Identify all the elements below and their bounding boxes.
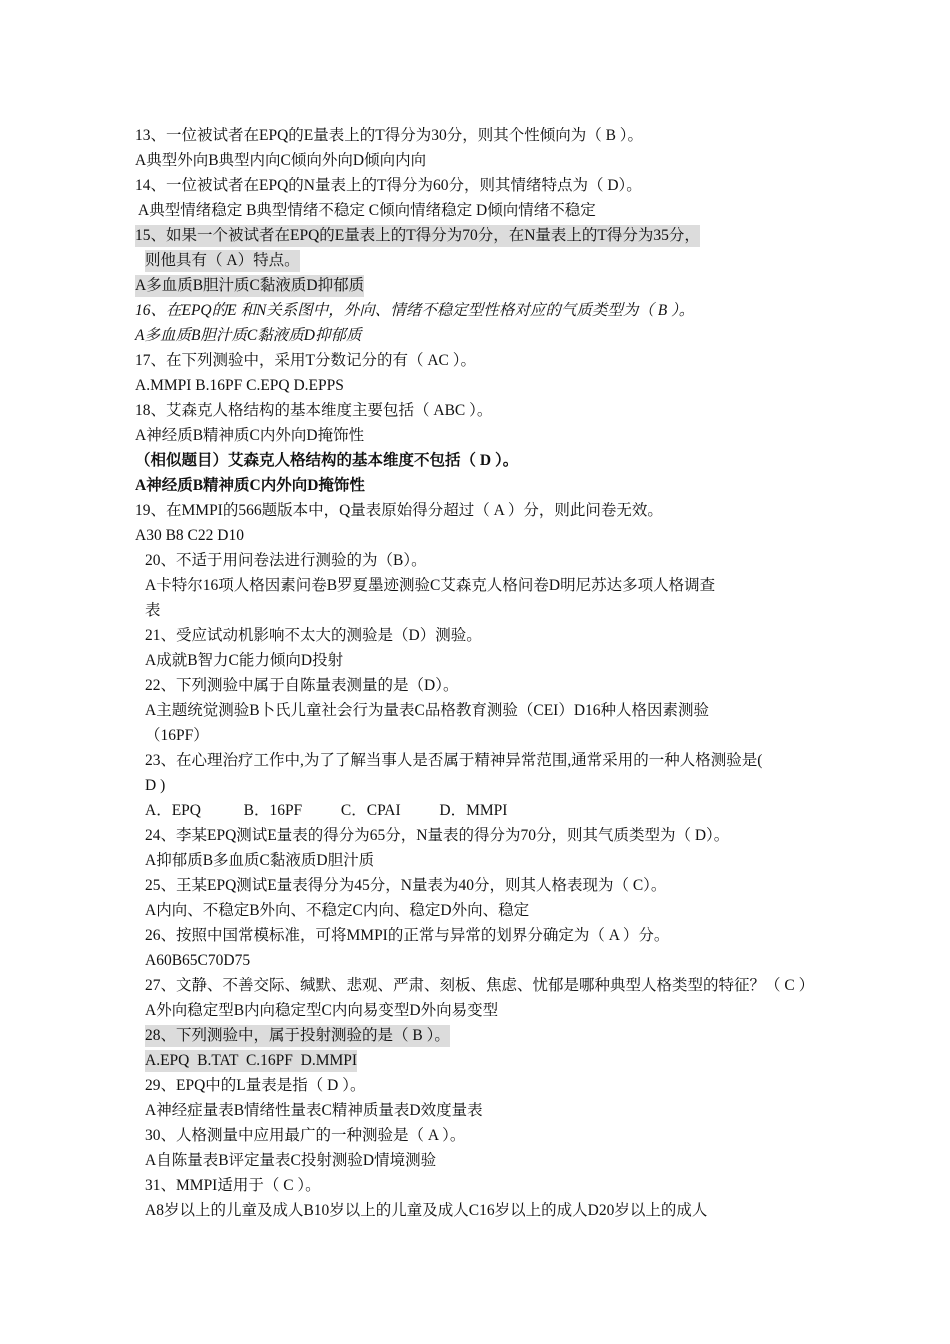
question-26: 26、按照中国常模标准，可将MMPI的正常与异常的划界分确定为（ A ）分。 bbox=[145, 927, 670, 944]
question-18: 18、艾森克人格结构的基本维度主要包括（ ABC ）。 bbox=[135, 402, 493, 419]
options-22-cont: （16PF） bbox=[145, 727, 209, 744]
options-26: A60B65C70D75 bbox=[145, 952, 251, 969]
options-14: A典型情绪稳定 B典型情绪不稳定 C倾向情绪稳定 D倾向情绪不稳定 bbox=[138, 202, 596, 219]
options-18: A神经质B精神质C内外向D掩饰性 bbox=[135, 427, 365, 444]
question-15-cont: 则他具有（ A）特点。 bbox=[145, 250, 300, 272]
options-21: A成就B智力C能力倾向D投射 bbox=[145, 652, 344, 669]
question-30: 30、人格测量中应用最广的一种测验是（ A ）。 bbox=[145, 1127, 466, 1144]
similar-options: A神经质B精神质C内外向D掩饰性 bbox=[135, 477, 365, 494]
question-14: 14、一位被试者在EPQ的N量表上的T得分为60分，则其情绪特点为（ D）。 bbox=[135, 177, 642, 194]
question-27: 27、文静、不善交际、缄默、悲观、严肃、刻板、焦虑、忧郁是哪种典型人格类型的特征？（ C ） bbox=[145, 977, 815, 994]
options-30: A自陈量表B评定量表C投射测验D情境测验 bbox=[145, 1152, 437, 1169]
question-21: 21、受应试动机影响不太大的测验是（D）测验。 bbox=[145, 627, 482, 644]
question-17: 17、在下列测验中，采用T分数记分的有（ AC ）。 bbox=[135, 352, 477, 369]
options-22: A主题统觉测验B卜氏儿童社会行为量表C品格教育测验（CEI）D16种人格因素测验 bbox=[145, 702, 710, 719]
question-13: 13、一位被试者在EPQ的E量表上的T得分为30分，则其个性倾向为（ B ）。 bbox=[135, 127, 644, 144]
question-19: 19、在MMPI的566题版本中，Q量表原始得分超过（ A ）分，则此问卷无效。 bbox=[135, 502, 663, 519]
question-15: 15、如果一个被试者在EPQ的E量表上的T得分为70分，在N量表上的T得分为35分， bbox=[135, 225, 700, 247]
options-13: A典型外向B典型内向C倾向外向D倾向内向 bbox=[135, 152, 427, 169]
options-27: A外向稳定型B内向稳定型C内向易变型D外向易变型 bbox=[145, 1002, 499, 1019]
question-24: 24、李某EPQ测试E量表的得分为65分，N量表的得分为70分，则其气质类型为（ D）。 bbox=[145, 827, 730, 844]
options-16: A多血质B胆汁质C黏液质D抑郁质 bbox=[135, 327, 362, 344]
options-19: A30 B8 C22 D10 bbox=[135, 527, 244, 544]
question-16: 16、在EPQ的E 和N关系图中，外向、情绪不稳定型性格对应的气质类型为（ B ）。 bbox=[135, 302, 695, 319]
options-24: A抑郁质B多血质C黏液质D胆汁质 bbox=[145, 852, 375, 869]
options-20: A卡特尔16项人格因素问卷B罗夏墨迹测验C艾森克人格问卷D明尼苏达多项人格调查 bbox=[145, 577, 716, 594]
question-31: 31、MMPI适用于（ C ）。 bbox=[145, 1177, 321, 1194]
question-29: 29、EPQ中的L量表是指（ D ）。 bbox=[145, 1077, 366, 1094]
question-20: 20、不适于用问卷法进行测验的为（B）。 bbox=[145, 552, 427, 569]
options-28: A.EPQ B.TAT C.16PF D.MMPI bbox=[145, 1050, 357, 1072]
question-22: 22、下列测验中属于自陈量表测量的是（D）。 bbox=[145, 677, 459, 694]
similar-question: （相似题目）艾森克人格结构的基本维度不包括（ D ）。 bbox=[135, 452, 519, 469]
question-25: 25、王某EPQ测试E量表得分为45分，N量表为40分，则其人格表现为（ C）。 bbox=[145, 877, 667, 894]
options-17: A.MMPI B.16PF C.EPQ D.EPPS bbox=[135, 377, 344, 394]
options-29: A神经症量表B情绪性量表C精神质量表D效度量表 bbox=[145, 1102, 483, 1119]
question-23: 23、在心理治疗工作中,为了了解当事人是否属于精神异常范围,通常采用的一种人格测验是( bbox=[145, 752, 763, 769]
options-20-cont: 表 bbox=[145, 602, 161, 619]
question-28: 28、下列测验中，属于投射测验的是（ B ）。 bbox=[145, 1025, 450, 1047]
question-23-cont: D ) bbox=[145, 777, 166, 794]
options-23: A．EPQ B．16PF C．CPAI D．MMPI bbox=[145, 802, 508, 819]
options-31: A8岁以上的儿童及成人B10岁以上的儿童及成人C16岁以上的成人D20岁以上的成人 bbox=[145, 1202, 708, 1219]
options-15: A多血质B胆汁质C黏液质D抑郁质 bbox=[135, 275, 364, 297]
options-25: A内向、不稳定B外向、不稳定C内向、稳定D外向、稳定 bbox=[145, 902, 530, 919]
